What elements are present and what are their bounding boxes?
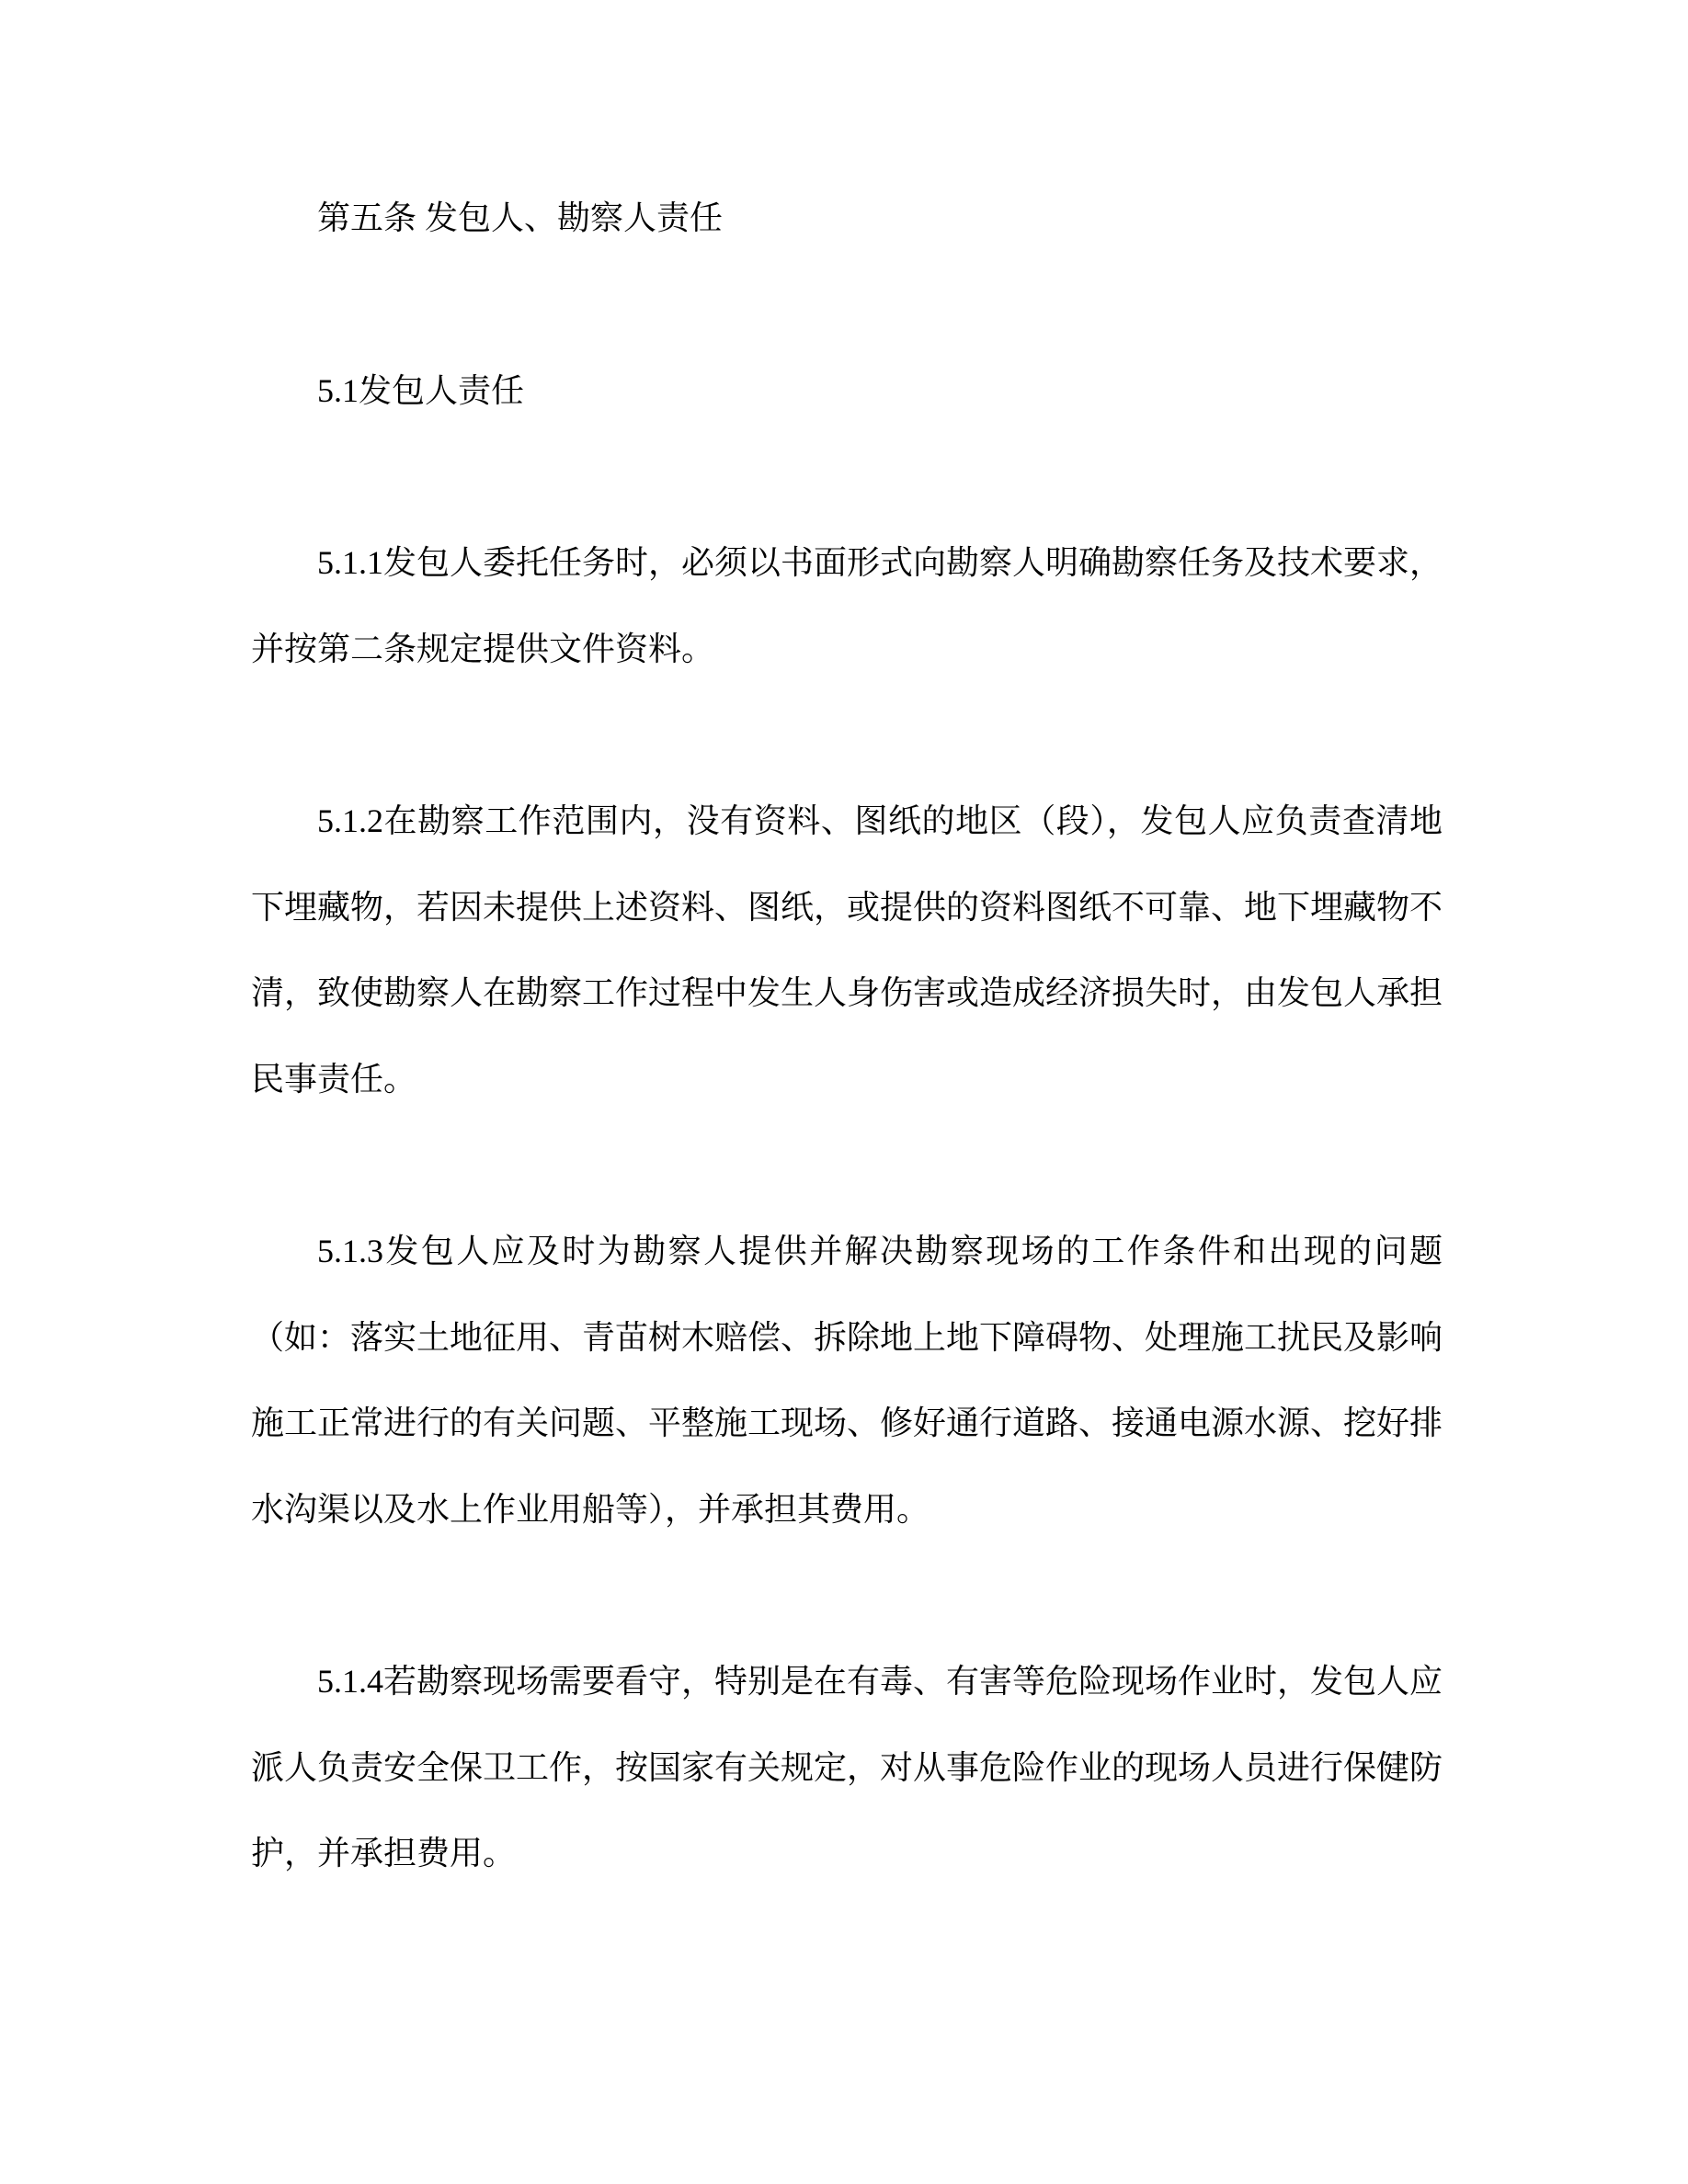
clause-5-1-1-number: 5.1.1: [317, 544, 383, 581]
document-content: [251, 176, 1443, 1897]
article-heading: 第五条 发包人、勘察人责任: [317, 199, 724, 236]
clause-5-1-1: [251, 520, 1443, 692]
clause-5-1-2: [251, 779, 1443, 1122]
section-heading: 5.1发包人责任: [317, 371, 525, 409]
clause-5-1-2-number: 5.1.2: [317, 802, 383, 839]
clause-5-1-3-number: 5.1.3: [317, 1233, 383, 1269]
clause-5-1-3-text: 发包人应及时为勘察人提供并解决勘察现场的工作条件和出现的问题（如：落实土地征用、青苗树木赔偿、拆除地上地下障碍物、处理施工扰民及影响施工正常进行的有关问题、平整施工现场、修好通行道路、接通电源水源、挖好排水沟渠以及水上作业用船等），并承担其费用。: [251, 1233, 1443, 1528]
clause-5-1-4: [251, 1639, 1443, 1897]
clause-5-1-4-text: 若勘察现场需要看守，特别是在有毒、有害等危险现场作业时，发包人应派人负责安全保卫工作，按国家有关规定，对从事危险作业的现场人员进行保健防护，并承担费用。: [251, 1663, 1443, 1871]
clause-5-1-3: [251, 1209, 1443, 1553]
clause-5-1-1-text: 发包人委托任务时，必须以书面形式向勘察人明确勘察任务及技术要求，并按第二条规定提供文件资料。: [251, 544, 1443, 667]
clause-5-1-2-text: 在勘察工作范围内，没有资料、图纸的地区（段），发包人应负责查清地下埋藏物，若因未提供上述资料、图纸，或提供的资料图纸不可靠、地下埋藏物不清，致使勘察人在勘察工作过程中发生人身伤害或造成经济损失时，由发包人承担民事责任。: [251, 802, 1443, 1098]
clause-5-1-4-number: 5.1.4: [317, 1663, 383, 1700]
